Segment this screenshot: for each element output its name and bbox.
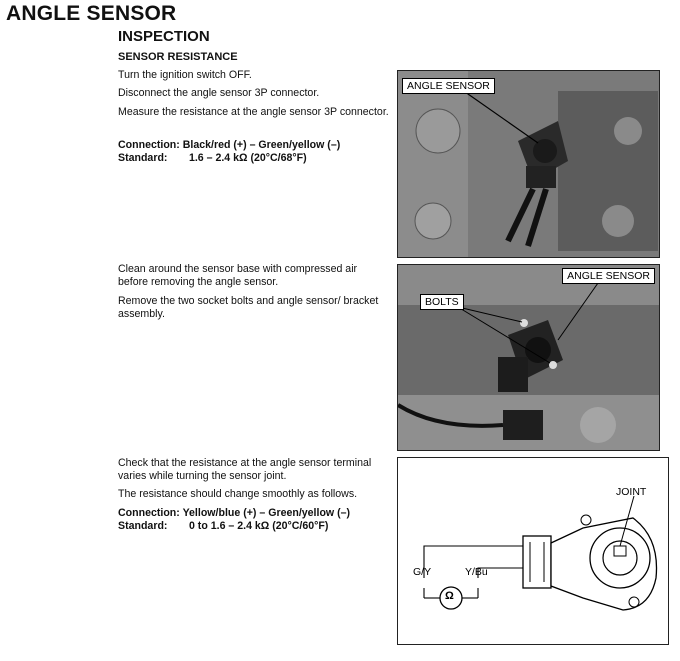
step1-standard-row [118,152,390,165]
label-ybu: Y/Bu [465,566,488,578]
step3-paragraph-1: Check that the resistance at the angle sensor terminal varies while turning the sensor joint. [118,457,372,482]
figure-resistance-diagram [397,457,669,645]
step1-spec [118,139,390,164]
figure-bolts-photo [397,264,660,451]
label-gy: G/Y [413,566,432,578]
engine-photo-illustration [398,71,659,257]
label-joint: JOINT [616,486,647,498]
step1-paragraph-1: Turn the ignition switch OFF. [118,69,252,81]
step3-standard-row [118,520,390,533]
step1-connection-label: Connection: [118,139,180,151]
step1-connection-row [118,139,390,152]
subsection-title: SENSOR RESISTANCE [118,51,238,63]
section-title: INSPECTION [118,28,210,45]
step3-connection-label: Connection: [118,507,180,519]
step1-standard-value: 1.6 – 2.4 kΩ (20°C/68°F) [188,151,307,164]
figure-angle-sensor-photo [397,70,660,258]
step1-standard-label: Standard: [118,151,168,164]
callout-angle-sensor: ANGLE SENSOR [402,78,495,94]
callout-bolts: BOLTS [420,294,464,310]
step2-paragraph-1: Clean around the sensor base with compressed air before removing the angle sensor. [118,263,358,288]
step3-paragraph-2: The resistance should change smoothly as follows. [118,488,358,500]
step1-paragraph-2: Disconnect the angle sensor 3P connector. [118,87,320,99]
step3-standard-value: 0 to 1.6 – 2.4 kΩ (20°C/60°F) [188,519,329,532]
callout-angle-sensor-2: ANGLE SENSOR [562,268,655,284]
step3-spec [118,507,390,532]
step2-paragraph-2: Remove the two socket bolts and angle sensor/ bracket assembly. [118,295,379,320]
ohm-symbol: Ω [445,590,454,602]
step1-connection-value: Black/red (+) – Green/yellow (–) [182,139,341,151]
step3-connection-row [118,507,390,520]
step3-standard-label: Standard: [118,519,168,532]
step1-paragraph-3: Measure the resistance at the angle sensor 3P connector. [118,106,389,118]
page-title: ANGLE SENSOR [6,2,177,25]
step3-connection-value: Yellow/blue (+) – Green/yellow (–) [182,507,351,519]
bolts-photo-illustration [398,265,659,450]
